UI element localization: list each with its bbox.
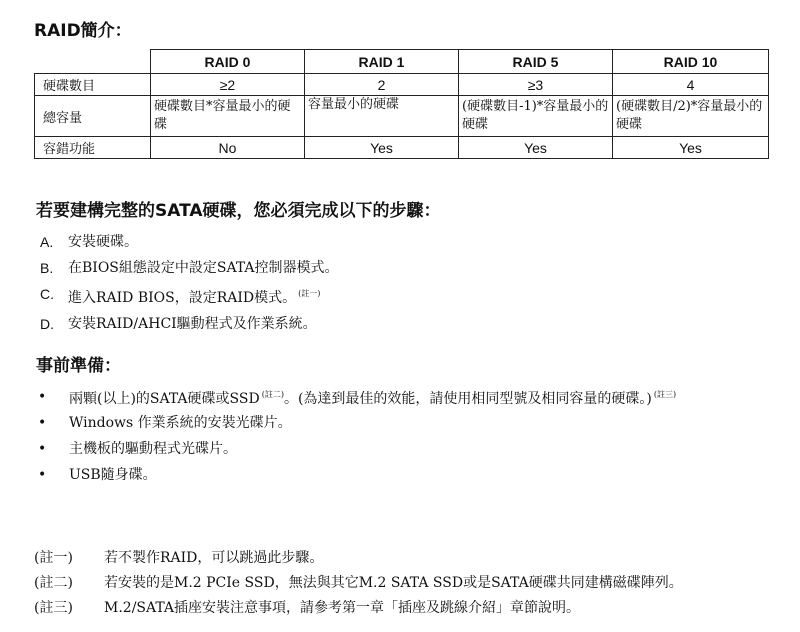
prep-text: Windows 作業系統的安裝光碟片。	[69, 415, 292, 431]
table-cell: 容量最小的硬碟	[305, 96, 459, 137]
list-item	[40, 281, 339, 311]
table-corner-cell	[35, 50, 151, 74]
step-text: 在BIOS組態設定中設定SATA控制器模式。	[68, 260, 339, 276]
list-item	[40, 255, 339, 281]
table-cell: (硬碟數目/2)*容量最小的硬碟	[613, 96, 769, 137]
prep-text-part: 。(為達到最佳的效能，請使用相同型號及相同容量的硬碟。)	[283, 391, 652, 407]
steps-list	[40, 229, 339, 337]
table-cell: ≥3	[459, 74, 613, 96]
bullet: •	[38, 415, 47, 431]
table-cell: Yes	[305, 137, 459, 159]
step-text: 安裝RAID/AHCI驅動程式及作業系統。	[68, 316, 317, 332]
prep-title: 事前準備：	[36, 356, 121, 376]
bullet: •	[38, 389, 47, 405]
footnote	[34, 596, 683, 621]
footnote-ref: (註一)	[298, 289, 321, 298]
row-label-disk-count: 硬碟數目	[35, 74, 151, 96]
prep-text: USB隨身碟。	[69, 467, 157, 483]
column-header-raid1: RAID 1	[305, 50, 459, 74]
footnote-key: (註二)	[34, 575, 73, 591]
footnote-key: (註三)	[34, 600, 73, 616]
footnote-text: 若安裝的是M.2 PCIe SSD，無法與其它M.2 SATA SSD或是SATA硬碟共同建構磁碟陣列。	[104, 575, 683, 591]
step-marker: D.	[40, 316, 54, 332]
table-cell: ≥2	[151, 74, 305, 96]
footnote	[34, 571, 683, 596]
footnote-text: 若不製作RAID，可以跳過此步驟。	[104, 550, 324, 566]
table-cell: 4	[613, 74, 769, 96]
table-cell: No	[151, 137, 305, 159]
bullet: •	[38, 467, 47, 483]
list-item	[38, 462, 773, 488]
footnote-text: M.2/SATA插座安裝注意事項，請參考第一章「插座及跳線介紹」章節說明。	[104, 600, 581, 616]
step-text	[68, 281, 320, 311]
list-item	[38, 410, 773, 436]
step-marker: A.	[40, 234, 54, 250]
list-item	[38, 436, 773, 462]
footnote-key: (註一)	[34, 550, 73, 566]
table-cell: 2	[305, 74, 459, 96]
column-header-raid0: RAID 0	[151, 50, 305, 74]
prep-list	[38, 384, 773, 488]
list-item	[40, 311, 339, 337]
table-cell: (硬碟數目-1)*容量最小的硬碟	[459, 96, 613, 137]
row-label-fault-tolerance: 容錯功能	[35, 137, 151, 159]
step-marker: B.	[40, 260, 54, 276]
footnote-ref: (註二)	[261, 390, 284, 399]
table-cell: Yes	[613, 137, 769, 159]
step-text: 安裝硬碟。	[68, 234, 138, 250]
column-header-raid5: RAID 5	[459, 50, 613, 74]
table-cell: 硬碟數目*容量最小的硬碟	[151, 96, 305, 137]
table-row	[35, 96, 769, 137]
footnotes	[34, 546, 683, 621]
prep-text: 主機板的驅動程式光碟片。	[69, 441, 237, 457]
steps-title: 若要建構完整的SATA硬碟，您必須完成以下的步驟：	[36, 201, 441, 221]
footnote-ref: (註三)	[653, 390, 677, 399]
step-marker: C.	[40, 286, 54, 302]
table-cell: Yes	[459, 137, 613, 159]
list-item	[40, 229, 339, 255]
footnote	[34, 546, 683, 571]
prep-text	[69, 384, 773, 410]
table-row	[35, 137, 769, 159]
table-header-row	[35, 50, 769, 74]
bullet: •	[38, 441, 47, 457]
raid-comparison-table	[34, 49, 769, 159]
prep-text-part: 兩顆(以上)的SATA硬碟或SSD	[69, 391, 260, 407]
column-header-raid10: RAID 10	[613, 50, 769, 74]
table-row	[35, 74, 769, 96]
step-text-content: 進入RAID BIOS，設定RAID模式。	[68, 290, 297, 306]
row-label-total-capacity: 總容量	[35, 96, 151, 137]
raid-intro-title: RAID簡介：	[34, 21, 132, 41]
list-item	[38, 384, 773, 410]
